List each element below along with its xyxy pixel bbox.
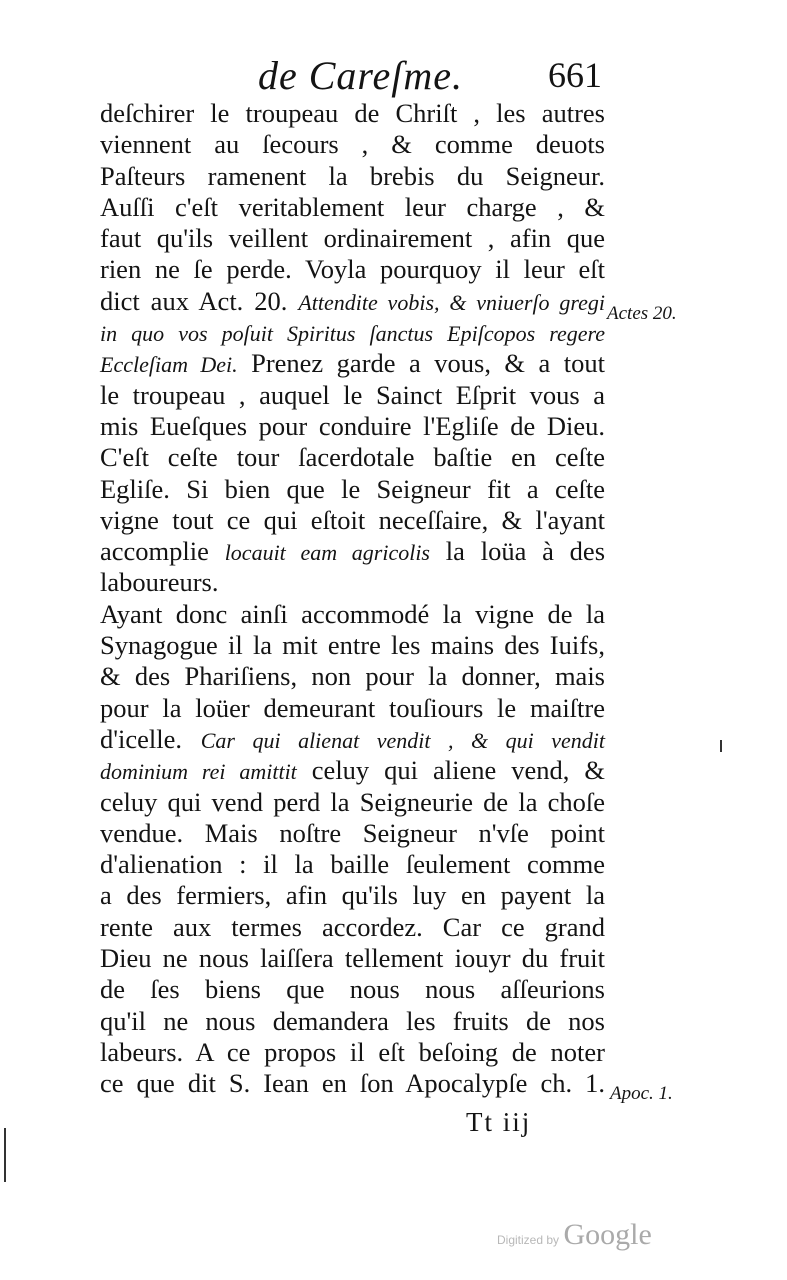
text-line [100, 348, 605, 379]
text-span: dict aux Act. 20. [100, 285, 288, 316]
latin-quote: Attendite vobis, & vniuerſo gregi [298, 289, 605, 315]
text-span: celuy qui aliene vend, & [311, 755, 606, 786]
text-line [100, 536, 605, 567]
text-span: d'icelle. [100, 723, 183, 754]
text-line: Synagogue il la mit entre les mains des Iuifs, [100, 630, 605, 661]
watermark-brand: Google [563, 1218, 652, 1251]
text-line [100, 286, 605, 317]
running-head-title: de Careſme. [258, 53, 464, 98]
text-line [100, 755, 605, 786]
text-line: Dieu ne nous laiſſera tellement iouyr du fruit [100, 943, 605, 974]
text-line: rente aux termes accordez. Car ce grand [100, 911, 605, 942]
text-line: laboureurs. [100, 567, 219, 598]
text-line: a des fermiers, afin qu'ils luy en payent la [100, 880, 605, 911]
text-line [100, 317, 605, 348]
watermark-prefix: Digitized by [497, 1233, 560, 1247]
text-span: Prenez garde a vous, & a tout [251, 348, 606, 379]
text-line: C'eſt ceſte tour ſacerdotale baſtie en ceſte [100, 442, 605, 473]
body-text [100, 98, 605, 1100]
text-line: mis Eueſques pour conduire l'Egliſe de Dieu. [100, 410, 605, 441]
margin-speck [720, 740, 722, 752]
text-span: la loüa à des [445, 536, 606, 567]
latin-quote: in quo vos poſuit Spiritus ſanctus Epiſcopos regere [100, 321, 605, 347]
text-line: Egliſe. Si bien que le Seigneur fit a ceſte [100, 473, 605, 504]
text-span: accomplie [100, 536, 209, 567]
text-line: Auſſi c'eſt veritablement leur charge , & [100, 191, 605, 222]
latin-quote: Car qui alienat vendit , & qui vendit [200, 727, 606, 753]
text-line: de ſes biens que nous nous aſſeurions [100, 974, 605, 1005]
text-line: rien ne ſe perde. Voyla pourquoy il leur eſt [100, 254, 605, 285]
digitized-watermark [497, 1218, 652, 1252]
text-line: pour la loüer demeurant touſiours le maiſtre [100, 692, 605, 723]
text-line: vigne tout ce qui eſtoit neceſſaire, & l'ayant [100, 504, 605, 535]
page-number: 661 [548, 55, 602, 95]
text-line: deſchirer le troupeau de Chriſt , les autres [100, 98, 605, 128]
text-line: celuy qui vend perd la Seigneurie de la choſe [100, 786, 605, 817]
text-line: viennent au ſecours , & comme deuots [100, 129, 605, 160]
latin-quote: Eccleſiam Dei. [100, 352, 238, 378]
text-line: & des Phariſiens, non pour la donner, mais [100, 661, 605, 692]
text-line: qu'il ne nous demandera les fruits de nos [100, 1005, 605, 1036]
text-line: le troupeau , auquel le Sainct Eſprit vous a [100, 379, 605, 410]
text-line: vendue. Mais noſtre Seigneur n'vſe point [100, 817, 605, 848]
page-edge-mark [4, 1128, 6, 1182]
text-line: Ayant donc ainſi accommodé la vigne de la [100, 598, 605, 629]
latin-quote: dominium rei amittit [100, 759, 297, 785]
text-line: Paſteurs ramenent la brebis du Seigneur. [100, 160, 605, 191]
text-line [100, 724, 605, 755]
latin-quote: locauit eam agricolis [224, 540, 430, 566]
margin-note-apoc: Apoc. 1. [610, 1083, 673, 1104]
text-line: labeurs. A ce propos il eſt beſoing de noter [100, 1036, 605, 1067]
signature-mark: Tt iij [466, 1107, 532, 1137]
margin-note-acts: Actes 20. [607, 303, 677, 324]
text-line: d'alienation : il la baille ſeulement comme [100, 849, 605, 880]
text-line: ce que dit S. Iean en ſon Apocalypſe ch. 1. [100, 1068, 605, 1099]
text-line: faut qu'ils veillent ordinairement , afin que [100, 223, 605, 254]
